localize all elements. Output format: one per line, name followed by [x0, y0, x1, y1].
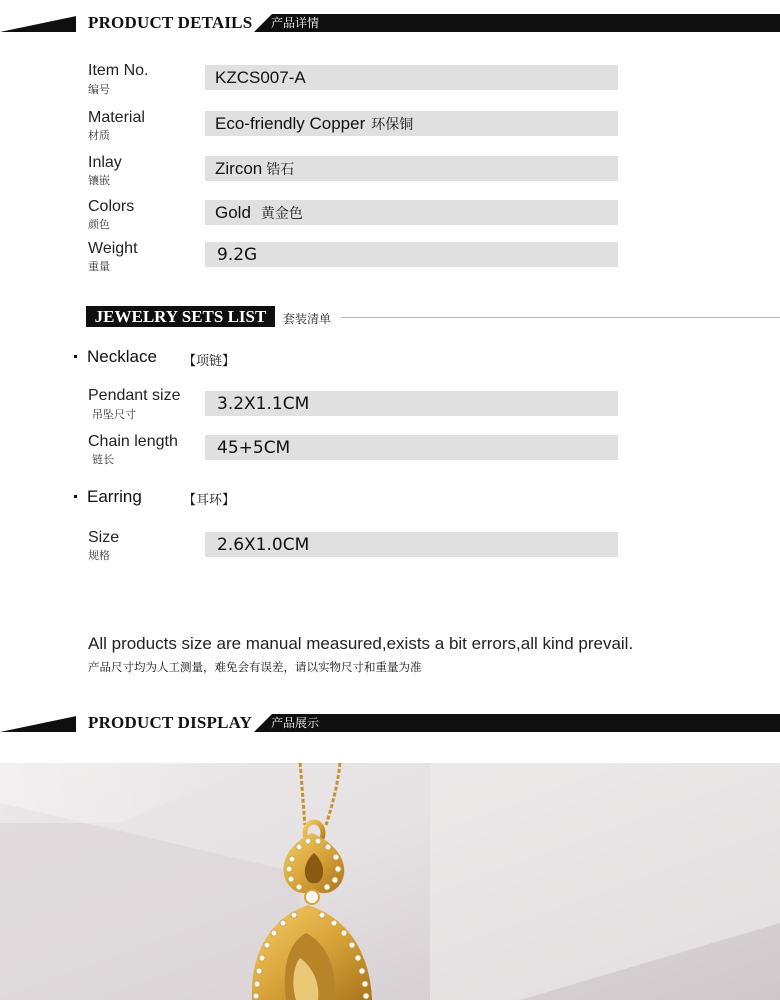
material-value: Eco-friendly Copper	[215, 114, 366, 133]
weight-value-box	[205, 242, 618, 267]
necklace-bullet-icon	[74, 355, 77, 358]
colors-value-box	[205, 200, 618, 225]
inlay-label: Inlay	[88, 154, 122, 171]
material-label-cn: 材质	[88, 129, 110, 142]
product-photo	[0, 763, 780, 1000]
measurement-note-cn: 产品尺寸均为人工测量，难免会有误差，请以实物尺寸和重量为准	[88, 660, 422, 674]
inlay-value: Zircon	[215, 159, 263, 178]
earring-size-label-cn: 规格	[88, 549, 110, 562]
colors-label-cn: 颜色	[88, 218, 110, 231]
weight-label: Weight	[88, 240, 138, 257]
sets-list-title-cn: 套装清单	[283, 312, 332, 326]
banner-title-cn: 产品展示	[271, 716, 320, 730]
measurement-note: All products size are manual measured,exists a bit errors,all kind prevail.	[88, 634, 634, 653]
pendant-illustration	[0, 763, 780, 1000]
colors-value: Gold	[215, 203, 251, 222]
weight-label-cn: 重量	[88, 260, 110, 273]
sets-list-divider	[341, 317, 780, 318]
item-no-value: KZCS007-A	[215, 68, 306, 87]
weight-value: 9.2G	[217, 245, 258, 265]
pendant-size-value: 3.2X1.1CM	[217, 394, 310, 414]
product-display-banner	[0, 714, 780, 732]
banner-title-en: PRODUCT DISPLAY	[76, 714, 254, 732]
pendant-size-label-cn: 吊坠尺寸	[92, 408, 136, 421]
necklace-title: Necklace	[87, 347, 157, 366]
earring-size-label: Size	[88, 529, 120, 546]
earring-size-value-box	[205, 532, 618, 557]
earring-title: Earring	[87, 487, 142, 506]
pendant-size-value-box	[205, 391, 618, 416]
item-no-label: Item No.	[88, 62, 149, 79]
banner-notch	[0, 14, 86, 32]
chain-length-label: Chain length	[88, 433, 178, 450]
chain-length-value-box	[205, 435, 618, 460]
material-value-cn: 环保铜	[371, 117, 414, 133]
material-value-text	[215, 112, 413, 137]
sets-list-title: JEWELRY SETS LIST	[86, 306, 275, 327]
earring-title-cn: 【耳环】	[183, 493, 236, 508]
product-details-banner	[0, 14, 780, 32]
chain-length-value: 45+5CM	[217, 438, 291, 458]
banner-title-cn: 产品详情	[271, 16, 320, 30]
earring-bullet-icon	[74, 495, 77, 498]
material-value-box	[205, 111, 618, 136]
colors-value-cn: 黄金色	[260, 206, 303, 222]
pendant-size-label: Pendant size	[88, 387, 181, 404]
item-no-value-box	[205, 65, 618, 90]
banner-notch	[0, 714, 86, 732]
item-no-label-cn: 编号	[88, 83, 110, 96]
inlay-value-cn: 锆石	[266, 162, 295, 178]
inlay-label-cn: 镶嵌	[88, 174, 110, 187]
inlay-value-box	[205, 156, 618, 181]
chain-length-label-cn: 链长	[92, 453, 114, 466]
colors-label: Colors	[88, 198, 135, 215]
material-label: Material	[88, 109, 145, 126]
necklace-title-cn: 【项链】	[183, 354, 236, 369]
banner-title-en: PRODUCT DETAILS	[76, 14, 254, 32]
colors-value-text	[215, 201, 303, 226]
inlay-value-text	[215, 157, 294, 182]
earring-size-value: 2.6X1.0CM	[217, 535, 310, 555]
